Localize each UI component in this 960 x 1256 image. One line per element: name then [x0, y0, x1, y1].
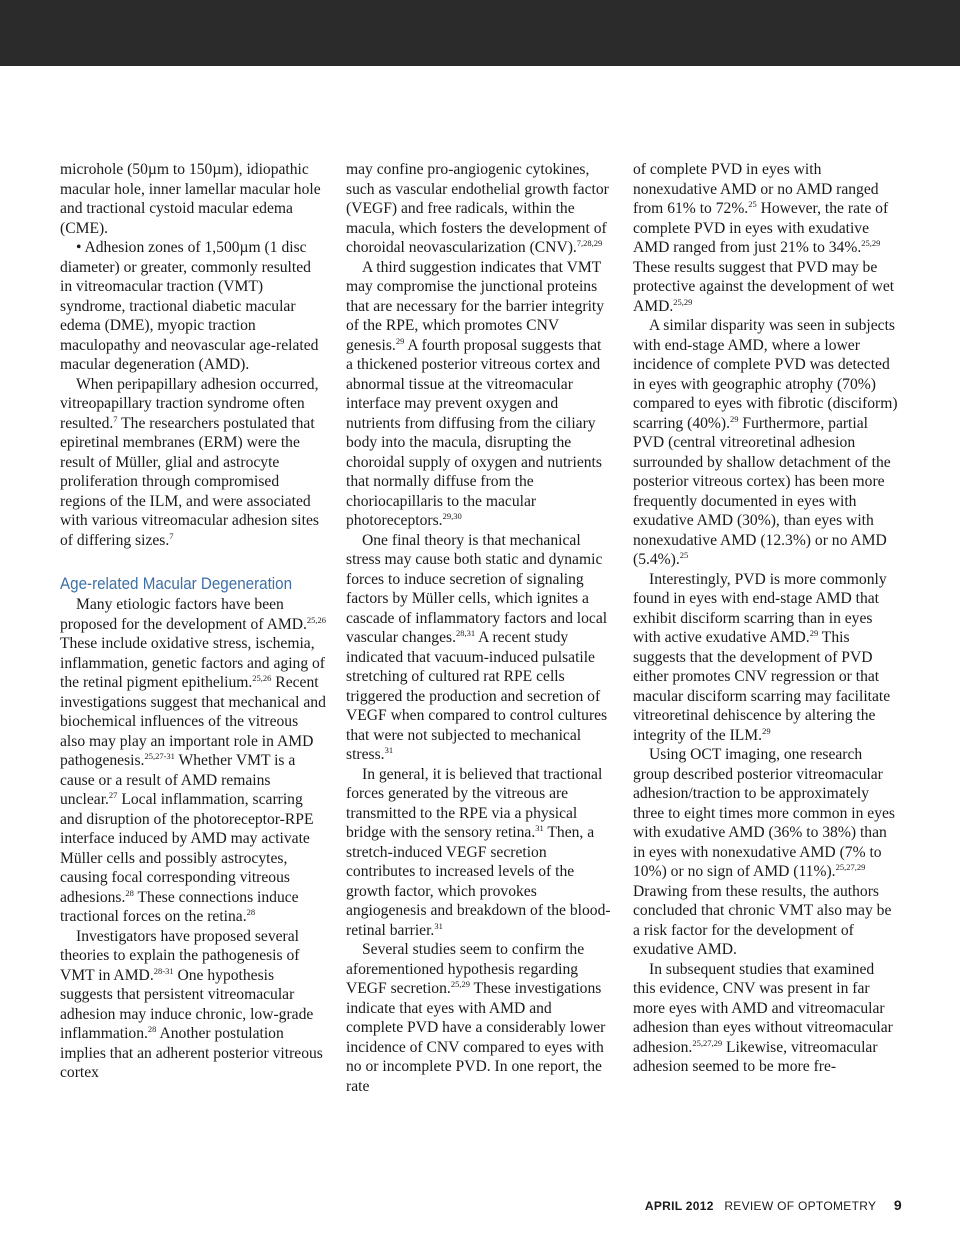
body-text: These connections induce tractional forces on the retina.: [60, 888, 299, 925]
bullet-paragraph: [60, 238, 326, 375]
citation: 29: [395, 335, 405, 346]
paragraph: [346, 940, 612, 1096]
body-text: One final theory is that mechanical stress may cause both static and dynamic forces to induce secretion of signaling factors by Müller cells, which ignites a cascade of inflammatory factors and local vascular changes.: [346, 531, 608, 646]
paragraph: [346, 765, 612, 941]
citation: 28,31: [455, 628, 476, 638]
citation: 31: [535, 823, 544, 833]
citation: 29: [809, 628, 819, 638]
citation: 25,26: [306, 614, 326, 625]
paragraph: [60, 595, 326, 927]
section-heading: Age-related Macular Degeneration: [60, 575, 293, 593]
citation: 25: [679, 550, 689, 560]
body-text: Using OCT imaging, one research group described posterior vitreomacular adhesion/traction to be approximately three to eight times more common in eyes with exudative AMD (36% to 38%) than in eyes with nonexudative AMD (7% to 10%) or no sign of AMD (11%).: [633, 746, 895, 880]
body-text: Several studies seem to confirm the aforementioned hypothesis regarding VEGF secretion.: [346, 941, 585, 997]
body-text: microhole (50µm to 150µm), idiopathic macular hole, inner lamellar macular hole and tractional cystoid macular edema (CME).: [60, 161, 321, 237]
citation: 25,26: [252, 673, 272, 683]
paragraph: [60, 160, 326, 238]
body-text: The researchers postulated that epiretinal membranes (ERM) were the result of Müller, glial and astrocyte proliferation through compromised regions of the ILM, and were associated with various vitreomacular adhesion sites of differing sizes.: [60, 414, 319, 549]
body-text: One hypothesis suggests that persistent vitreomacular adhesion may induce chronic, low-grade inflammation.: [60, 966, 314, 1042]
body-text: These results suggest that PVD may be protective against the development of wet AMD.: [633, 258, 895, 315]
footer-magazine-name: REVIEW OF OPTOMETRY: [724, 1199, 877, 1213]
body-text: These investigations indicate that eyes with AMD and complete PVD have a considerably lower incidence of CNV compared to eyes with no or incomplete PVD. In one report, the rate: [346, 980, 606, 1095]
body-text: A fourth proposal suggests that a thickened posterior vitreous cortex and abnormal tissue at the vitreomacular interface may prevent oxygen and nutrients from diffusing from the ciliary body into the macula, disrupting the choroidal supply of oxygen and nutrients that normally diffuse from the choriocapillaris to the macular photoreceptors.: [346, 336, 602, 529]
citation: 25,27-31: [144, 751, 175, 761]
body-text: Furthermore, partial PVD (central vitreoretinal adhesion surrounded by shallow detachment of the posterior vitreous cortex) has been more frequently documented in eyes with exudative AMD (30%), than eyes with nonexudative AMD (12.3%) or no AMD (5.4%).: [633, 414, 891, 568]
citation: 7: [169, 530, 174, 541]
paragraph: [60, 927, 326, 1083]
body-text: Another postulation implies that an adherent posterior vitreous cortex: [60, 1025, 323, 1081]
body-text: Likewise, vitreomacular adhesion seemed to be more fre-: [633, 1038, 878, 1075]
citation: 29: [730, 413, 739, 424]
body-text: A recent study indicated that vacuum-induced pulsatile stretching of cultured rat RPE cells triggered the production and secretion of VEGF when compared to control cultures that were not subjected to mechanical stress.: [346, 629, 608, 763]
page-number: 9: [893, 1197, 902, 1213]
citation: 31: [384, 745, 394, 755]
body-text: Drawing from these results, the authors concluded that chronic VMT also may be a risk factor for the development of exudative AMD.: [633, 882, 892, 958]
body-text: may confine pro-angiogenic cytokines, such as vascular endothelial growth factor (VEGF) and free radicals, within the macula, which fosters the development of choroidal neovascularization (CNV).: [346, 161, 609, 256]
citation: 7,28,29: [576, 238, 603, 248]
body-text: Many etiologic factors have been proposed for the development of AMD.: [60, 596, 307, 633]
citation: 29: [762, 725, 771, 736]
article-column-1: [60, 160, 326, 1083]
body-text: Investigators have proposed several theories to explain the pathogenesis of VMT in AMD.: [60, 927, 300, 984]
body-text: In general, it is believed that tractional forces generated by the vitreous are transmitted to the RPE via a physical bridge with the sensory retina.: [346, 765, 603, 841]
paragraph: [346, 531, 612, 765]
body-text: Then, a stretch-induced VEGF secretion contributes to increased levels of the growth factor, which provokes angiogenesis and breakdown of the blood-retinal barrier.: [346, 824, 611, 939]
body-text: When peripapillary adhesion occurred, vitreopapillary traction syndrome often resulted.: [60, 375, 319, 432]
body-text: Whether VMT is a cause or a result of AMD remains unclear.: [60, 752, 296, 808]
body-text: Interestingly, PVD is more commonly found in eyes with end-stage AMD that exhibit disciform scarring than in eyes with active exudative AMD.: [633, 570, 887, 646]
citation: 25,29: [450, 979, 470, 989]
body-text: These include oxidative stress, ischemia, inflammation, genetic factors and aging of the retinal pigment epithelium.: [60, 635, 326, 691]
body-text: However, the rate of complete PVD in eyes with exudative AMD ranged from just 21% to 34%.: [633, 200, 889, 256]
footer-issue-date: APRIL 2012: [644, 1199, 714, 1213]
citation: 28: [125, 887, 134, 898]
body-text: This suggests that the development of PVD either promotes CNV regression or that macular disciform scarring may facilitate vitreoretinal dehiscence by altering the integrity of the ILM.: [633, 629, 891, 744]
article-column-2: [346, 160, 612, 1096]
body-text: A similar disparity was seen in subjects with end-stage AMD, where a lower incidence of complete PVD was detected in eyes with geographic atrophy (70%) compared to eyes with fibrotic (disciform) scarring (40%).: [633, 317, 898, 432]
body-text: • Adhesion zones of 1,500µm (1 disc diameter) or greater, commonly resulted in vitreomacular traction (VMT) syndrome, tractional diabetic macular edema (DME), myopic traction maculopathy and neovascular age-related macular degeneration (AMD).: [60, 239, 319, 373]
paragraph: [346, 160, 612, 258]
paragraph: [633, 745, 899, 960]
body-text: A third suggestion indicates that VMT may compromise the junctional proteins that are necessary for the barrier integrity of the RPE, which promotes CNV genesis.: [346, 258, 605, 354]
citation: 28: [147, 1024, 157, 1034]
paragraph: [60, 375, 326, 551]
body-text: In subsequent studies that examined this evidence, CNV was present in far more eyes with AMD and vitreomacular adhesion than eyes without vitreomacular adhesion.: [633, 960, 893, 1056]
citation: 27: [108, 790, 118, 800]
citation: 31: [434, 920, 443, 931]
citation: 28: [246, 907, 256, 917]
citation: 25: [748, 199, 757, 209]
citation: 29,30: [442, 511, 462, 521]
body-text: Recent investigations suggest that mechanical and biochemical influences of the vitreous also may play an important role in AMD pathogenesis.: [60, 674, 326, 769]
body-text: Local inflammation, scarring and disruption of the photoreceptor-RPE interface induced by AMD may activate Müller cells and possibly astrocytes, causing focal corresponding vitreous adhesions.: [60, 791, 314, 906]
body-text: of complete PVD in eyes with nonexudative AMD or no AMD ranged from 61% to 72%.: [633, 161, 879, 217]
paragraph: [633, 960, 899, 1077]
paragraph: [346, 258, 612, 531]
paragraph: [633, 316, 899, 570]
citation: 25,29: [673, 296, 693, 307]
citation: 28-31: [153, 965, 174, 976]
citation: 7: [113, 413, 118, 424]
citation: 25,27,29: [692, 1037, 723, 1048]
paragraph: [633, 160, 899, 316]
paragraph: [633, 570, 899, 746]
citation: 25,27,29: [835, 862, 866, 872]
citation: 25,29: [861, 238, 881, 248]
page-footer: [645, 1197, 902, 1213]
article-column-3: [633, 160, 899, 1077]
top-bar: [0, 0, 960, 66]
